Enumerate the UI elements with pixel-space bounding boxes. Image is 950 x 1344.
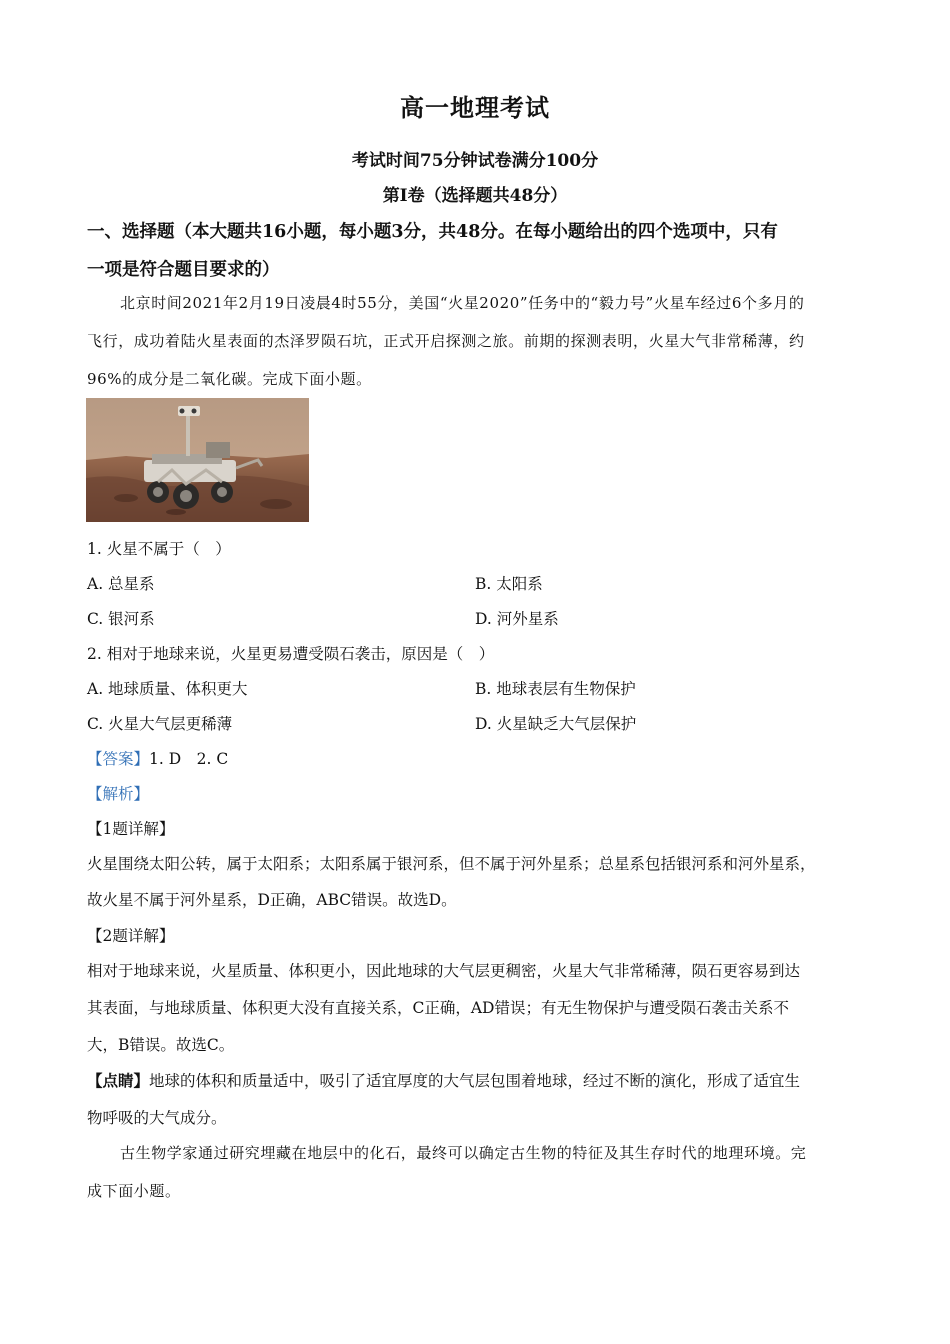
exam-info: 考试时间75分钟试卷满分100分: [351, 151, 599, 171]
question-1-option-c: C. 银河系: [87, 610, 155, 628]
detail-2-line2: 其表面，与地球质量、体积更大没有直接关系，C正确，AD错误；有无生物保护与遭受陨石袭击关系不: [87, 999, 789, 1017]
question-2-stem: 2. 相对于地球来说，火星更易遭受陨石袭击，原因是（ ）: [87, 645, 495, 663]
answer-line: [87, 747, 228, 769]
passage1-line2: 飞行，成功着陆火星表面的杰泽罗陨石坑，正式开启探测之旅。前期的探测表明，火星大气非常稀薄，约: [87, 332, 805, 350]
question-2-option-b: B. 地球表层有生物保护: [475, 680, 636, 698]
detail-2-line3: 大，B错误。故选C。: [87, 1036, 235, 1054]
question-1-stem: 1. 火星不属于（ ）: [87, 540, 231, 558]
analysis-label: 【解析】: [87, 785, 150, 803]
question-1-option-b: B. 太阳系: [475, 575, 543, 593]
passage2-line2: 成下面小题。: [87, 1182, 181, 1200]
question-2-option-c: C. 火星大气层更稀薄: [87, 715, 233, 733]
question-2-option-d: D. 火星缺乏大气层保护: [475, 715, 637, 733]
question-1-option-d: D. 河外星系: [475, 610, 559, 628]
dianjing-line1: [87, 1069, 800, 1091]
section-heading-line2: 一项是符合题目要求的）: [87, 260, 280, 280]
mars-rover-image: [86, 398, 309, 522]
detail-1-line1: 火星围绕太阳公转，属于太阳系；太阳系属于银河系，但不属于河外星系；总星系包括银河系和河外星系，: [87, 855, 816, 873]
question-1-option-a: A. 总星系: [87, 575, 155, 593]
part-heading: 第Ⅰ卷（选择题共48分）: [382, 186, 568, 206]
passage2-line1: 古生物学家通过研究埋藏在地层中的化石，最终可以确定古生物的特征及其生存时代的地理环境。完: [120, 1144, 807, 1162]
question-2-option-a: A. 地球质量、体积更大: [87, 680, 248, 698]
section-heading-line1: 一、选择题（本大题共16小题，每小题3分，共48分。在每小题给出的四个选项中，只有: [87, 222, 778, 242]
passage1-line3: 96%的成分是二氧化碳。完成下面小题。: [87, 370, 372, 388]
detail-1-line2: 故火星不属于河外星系，D正确，ABC错误。故选D。: [87, 891, 457, 909]
detail-2-line1: 相对于地球来说，火星质量、体积更小，因此地球的大气层更稠密，火星大气非常稀薄，陨石更容易到达: [87, 962, 801, 980]
answer-value: 1. D 2. C: [149, 750, 229, 768]
passage1-line1: 北京时间2021年2月19日凌晨4时55分，美国“火星2020”任务中的“毅力号”火星车经过6个多月的: [120, 294, 805, 312]
dianjing-line2: 物呼吸的大气成分。: [87, 1109, 227, 1127]
detail-2-label: 【2题详解】: [87, 927, 175, 945]
answer-label: 【答案】: [87, 750, 150, 768]
dianjing-text: 地球的体积和质量适中，吸引了适宜厚度的大气层包围着地球，经过不断的演化，形成了适宜生: [149, 1072, 801, 1090]
dianjing-label: 【点睛】: [87, 1071, 150, 1090]
detail-1-label: 【1题详解】: [87, 820, 175, 838]
page-title: 高一地理考试: [400, 93, 550, 122]
